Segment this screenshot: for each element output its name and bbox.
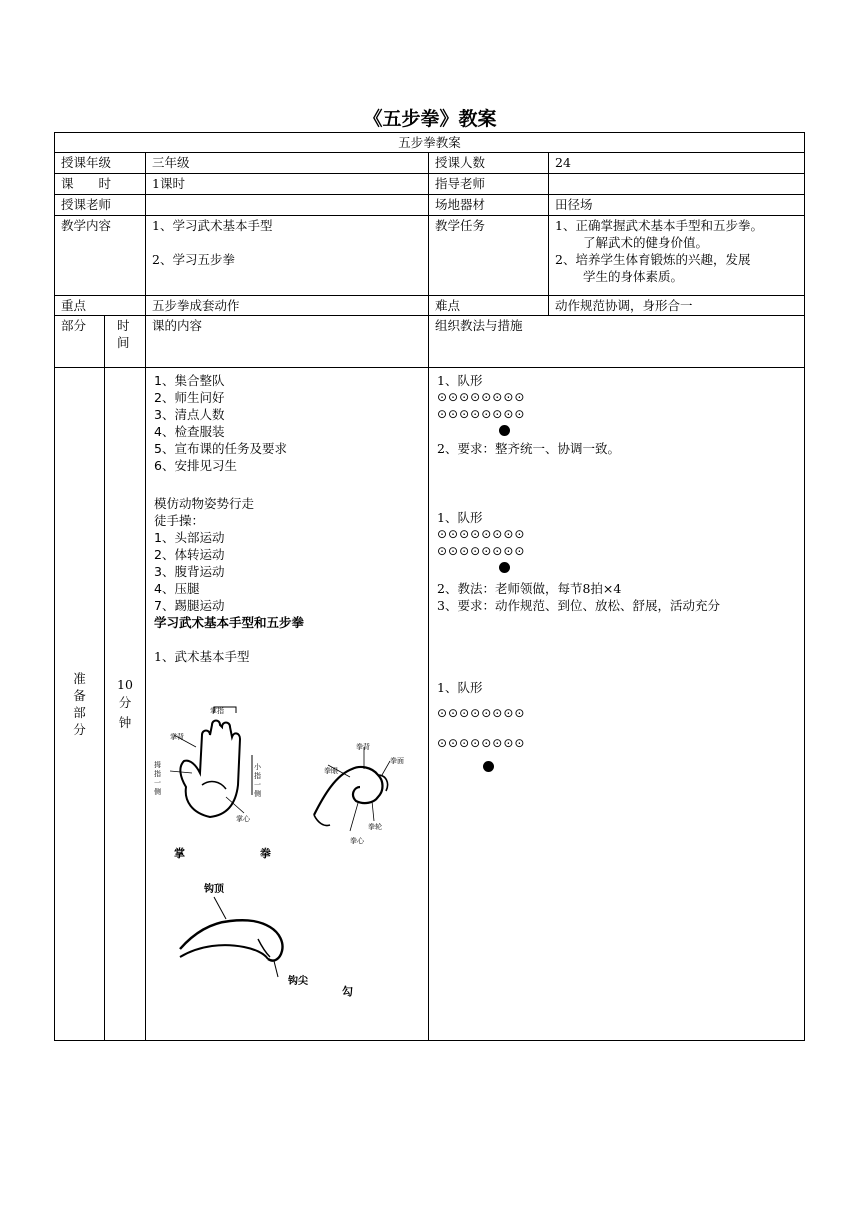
time-number: 10 bbox=[117, 676, 133, 692]
grade-label: 授课年级 bbox=[55, 153, 146, 174]
difficulty-value: 动作规范协调，身形合一 bbox=[549, 296, 805, 316]
header-content: 课的内容 bbox=[146, 316, 429, 368]
content-list-2: 1、头部运动 2、体转运动 3、腹背运动 4、压腿 7、踢腿运动 bbox=[154, 530, 225, 613]
section-content bbox=[146, 368, 429, 1041]
header-method: 组织教法与措施 bbox=[429, 316, 805, 368]
venue-label: 场地器材 bbox=[429, 195, 549, 216]
count-label: 授课人数 bbox=[429, 153, 549, 174]
content-item: 2、学习五步拳 bbox=[152, 252, 235, 267]
fist-label: 拳 bbox=[260, 847, 271, 860]
teacher-dot-icon bbox=[499, 425, 510, 436]
hook-part-label: 钩尖 bbox=[288, 976, 308, 987]
formation-label: 1、队形 bbox=[437, 680, 483, 695]
task-item: 2、培养学生体育锻炼的兴趣，发展 bbox=[555, 252, 751, 267]
task-items bbox=[549, 216, 805, 296]
method-block-1 bbox=[437, 372, 798, 457]
list-item: 腹背运动 bbox=[174, 564, 225, 579]
learn-heading: 学习武术基本手型和五步拳 bbox=[154, 615, 305, 630]
palm-part-label: 掌指 bbox=[210, 707, 224, 715]
advisor-label: 指导老师 bbox=[429, 174, 549, 195]
section-part: 准备部分 bbox=[55, 368, 105, 1041]
task-item-cont: 了解武术的健身价值。 bbox=[583, 235, 709, 250]
mimic-text: 模仿动物姿势行走 bbox=[154, 496, 255, 511]
palm-part-label: 掌心 bbox=[236, 815, 250, 823]
palm-label: 掌 bbox=[174, 847, 185, 860]
list-item: 安排见习生 bbox=[174, 458, 237, 473]
list-item: 踢腿运动 bbox=[174, 598, 225, 613]
teacher-label: 授课老师 bbox=[55, 195, 146, 216]
key-value: 五步拳成套动作 bbox=[146, 296, 429, 316]
teacher-dot-icon bbox=[499, 562, 510, 573]
formation-label: 1、队形 bbox=[437, 373, 483, 388]
content-items bbox=[146, 216, 429, 296]
formation-row: ⊙⊙⊙⊙⊙⊙⊙⊙ bbox=[437, 527, 526, 541]
fist-part-label: 拳眼 bbox=[324, 767, 338, 775]
list-item: 检查服装 bbox=[174, 424, 225, 439]
palm-part-label: 拇指一侧 bbox=[154, 761, 161, 796]
hook-figure bbox=[174, 887, 304, 987]
grade-value: 三年级 bbox=[146, 153, 429, 174]
palm-part-label: 小指一侧 bbox=[254, 763, 261, 798]
advisor-value bbox=[549, 174, 805, 195]
task-item-cont: 学生的身体素质。 bbox=[583, 269, 684, 284]
list-item: 宣布课的任务及要求 bbox=[174, 441, 287, 456]
formation-row: ⊙⊙⊙⊙⊙⊙⊙⊙ bbox=[437, 390, 526, 404]
fist-figure bbox=[294, 735, 414, 845]
list-item: 清点人数 bbox=[174, 407, 225, 422]
teacher-value bbox=[146, 195, 429, 216]
content-list-1: 1、集合整队 2、师生问好 3、清点人数 4、检查服装 5、宣布课的任务及要求 6、安排见习生 bbox=[154, 373, 287, 473]
formation-row: ⊙⊙⊙⊙⊙⊙⊙⊙ bbox=[437, 407, 526, 421]
fist-part-label: 拳背 bbox=[356, 743, 370, 751]
hours-label: 课 时 bbox=[55, 174, 146, 195]
count-value: 24 bbox=[549, 153, 805, 174]
method-block-2 bbox=[437, 509, 798, 614]
requirement-text: 2、要求：整齐统一、协调一致。 bbox=[437, 441, 620, 456]
formation-row: ⊙⊙⊙⊙⊙⊙⊙⊙ bbox=[437, 544, 526, 558]
teaching-method-text: 2、教法：老师领做，每节8拍×4 bbox=[437, 581, 622, 596]
free-exercise-label: 徒手操： bbox=[154, 513, 205, 528]
difficulty-label: 难点 bbox=[429, 296, 549, 316]
venue-value: 田径场 bbox=[549, 195, 805, 216]
task-item: 1、正确掌握武术基本手型和五步拳。 bbox=[555, 218, 763, 233]
hours-value: 1课时 bbox=[146, 174, 429, 195]
content-item: 1、学习武术基本手型 bbox=[152, 218, 273, 233]
fist-part-label: 拳轮 bbox=[368, 823, 382, 831]
time-unit: 分钟 bbox=[118, 694, 132, 730]
list-item: 压腿 bbox=[174, 581, 200, 596]
palm-part-label: 掌背 bbox=[170, 733, 184, 741]
hook-part-label: 钩顶 bbox=[204, 884, 224, 895]
hand-figures bbox=[154, 665, 422, 998]
section-method bbox=[429, 368, 805, 1041]
formation-label: 1、队形 bbox=[437, 510, 483, 525]
hook-label: 勾 bbox=[342, 985, 353, 998]
requirement-text: 3、要求：动作规范、到位、放松、舒展，活动充分 bbox=[437, 598, 720, 613]
section-time bbox=[105, 368, 146, 1041]
header-time: 时间 bbox=[105, 316, 146, 368]
page-title: 《五步拳》教案 bbox=[363, 108, 497, 130]
teacher-dot-icon bbox=[483, 761, 494, 772]
list-item: 头部运动 bbox=[174, 530, 225, 545]
list-item: 体转运动 bbox=[174, 547, 225, 562]
header-part: 部分 bbox=[55, 316, 105, 368]
key-label: 重点 bbox=[55, 296, 146, 316]
lesson-plan-table bbox=[54, 132, 805, 1041]
fist-part-label: 拳心 bbox=[350, 837, 364, 845]
formation-row: ⊙⊙⊙⊙⊙⊙⊙⊙ bbox=[437, 706, 526, 720]
method-block-3 bbox=[437, 678, 798, 778]
list-item: 集合整队 bbox=[174, 373, 225, 388]
content-label: 教学内容 bbox=[55, 216, 146, 296]
list-item: 师生问好 bbox=[174, 390, 225, 405]
table-title: 五步拳教案 bbox=[55, 133, 805, 153]
fist-part-label: 拳面 bbox=[390, 757, 404, 765]
task-label: 教学任务 bbox=[429, 216, 549, 296]
hand-shapes-label: 1、武术基本手型 bbox=[154, 649, 250, 664]
formation-row: ⊙⊙⊙⊙⊙⊙⊙⊙ bbox=[437, 736, 526, 750]
